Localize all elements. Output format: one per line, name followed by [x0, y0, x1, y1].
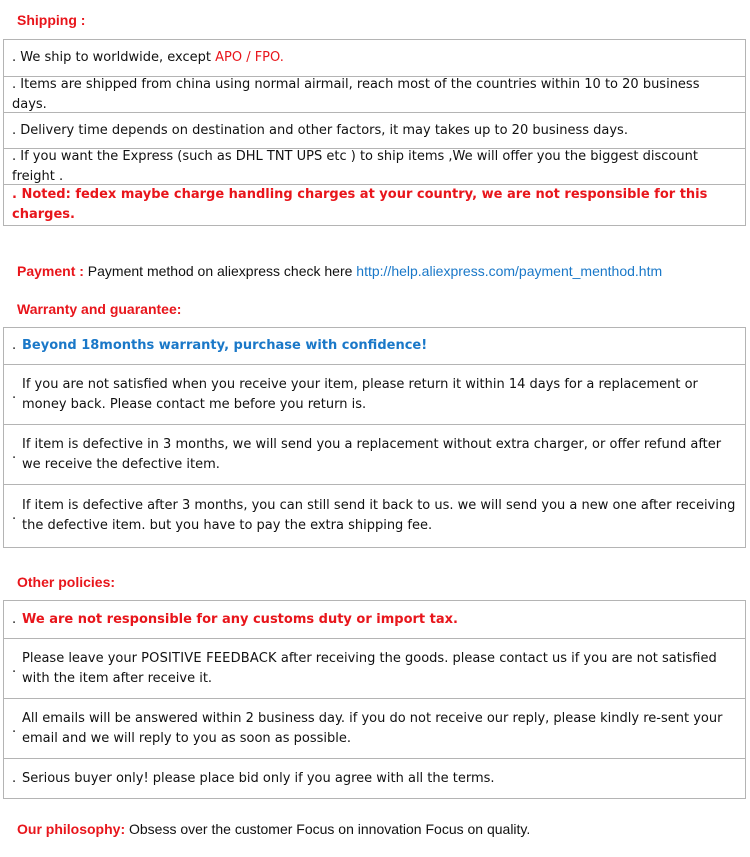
excluded-regions: APO / FPO. — [215, 50, 284, 65]
policy-row: . All emails will be answered within 2 business day. if you do not receive our reply, please kindly re-sent your email and we will reply to you as soon as possible. — [4, 699, 745, 759]
payment-line — [17, 263, 662, 279]
shipping-row-text: . We ship to worldwide, except — [12, 50, 216, 65]
warranty-row: . Beyond 18months warranty, purchase with confidence! — [4, 328, 745, 365]
policy-row-text: after receiving the goods. please contact us if you are not satisfied with the item after receive it. — [22, 650, 717, 686]
policy-row: . Serious buyer only! please place bid only if you agree with all the terms. — [4, 759, 745, 798]
philosophy-text: Obsess over the customer Focus on innovation Focus on quality. — [125, 821, 531, 837]
philosophy-line — [17, 821, 530, 837]
warranty-row-text: If item is defective in 3 months, we will send you a replacement without extra charger, or offer refund after we receive the defective item. — [22, 436, 722, 472]
policy-row: . We are not responsible for any customs duty or import tax. — [4, 601, 745, 639]
warranty-table — [3, 327, 746, 548]
warranty-heading: Warranty and guarantee: — [17, 301, 182, 317]
positive-feedback-emphasis: POSITIVE FEEDBACK — [141, 650, 277, 666]
policy-row-text: Serious buyer only! please place bid only if you agree with all the terms. — [22, 770, 495, 786]
policy-row-text: Please leave your — [22, 650, 142, 666]
shipping-row — [4, 77, 745, 113]
warranty-row-text: If item is defective after 3 months, you can still send it back to us. we will send you a new one after receiving the defective item. but you have to pay the extra shipping fee. — [22, 498, 736, 533]
customs-notice: We are not responsible for any customs duty or import tax. — [22, 611, 458, 627]
payment-label: Payment : — [17, 263, 84, 279]
fedex-notice: . Noted: fedex maybe charge handling charges at your country, we are not responsible for this charges. — [12, 187, 708, 222]
warranty-row: . If item is defective after 3 months, you can still send it back to us. we will send you a new one after receiving the defective item. but you have to pay the extra shipping fee. — [4, 485, 745, 547]
other-policies-heading: Other policies: — [17, 574, 116, 590]
policy-row: . Please leave your POSITIVE FEEDBACK after receiving the goods. please contact us if you are not satisfied with the item after receive it. — [4, 639, 745, 699]
shipping-row — [4, 40, 745, 77]
warranty-row-text: If you are not satisfied when you receive your item, please return it within 14 days for a replacement or money back. Please contact me before you return is. — [22, 376, 698, 412]
warranty-highlight: Beyond 18months warranty, purchase with confidence! — [22, 338, 428, 353]
shipping-row — [4, 113, 745, 149]
shipping-row-text: . Items are shipped from china using normal airmail, reach most of the countries within 10 to 20 business days. — [12, 76, 700, 112]
shipping-row — [4, 149, 745, 185]
philosophy-label: Our philosophy: — [17, 821, 126, 837]
warranty-row: . If you are not satisfied when you receive your item, please return it within 14 days for a replacement or money back. Please contact me before you return is. — [4, 365, 745, 425]
shipping-row — [4, 185, 745, 225]
payment-text: Payment method on aliexpress check here — [83, 263, 357, 279]
policy-row-text: All emails will be answered within 2 business day. if you do not receive our reply, please kindly re-sent your email and we will reply to you as soon as possible. — [22, 710, 723, 746]
payment-help-link[interactable]: http://help.aliexpress.com/payment_menthod.htm — [356, 263, 663, 279]
shipping-row-text: . Delivery time depends on destination and other factors, it may takes up to 20 business days. — [12, 122, 628, 138]
shipping-table — [3, 39, 746, 226]
shipping-row-text: . If you want the Express (such as DHL TNT UPS etc ) to ship items ,We will offer you the biggest discount freight . — [12, 148, 698, 184]
warranty-row: . If item is defective in 3 months, we will send you a replacement without extra charger, or offer refund after we receive the defective item. — [4, 425, 745, 485]
shipping-heading: Shipping : — [17, 12, 86, 28]
other-policies-table — [3, 600, 746, 799]
